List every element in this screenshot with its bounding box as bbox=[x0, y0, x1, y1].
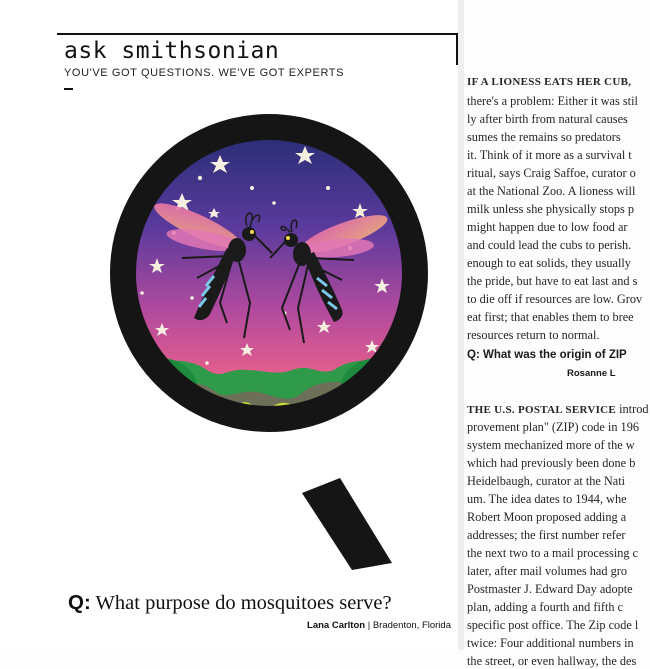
mosquito-illustration bbox=[102, 108, 436, 570]
answer2-line: um. The idea dates to 1944, whe bbox=[467, 492, 627, 506]
answer1-line: eat first; that enables them to bree bbox=[467, 310, 634, 324]
night-sky bbox=[102, 108, 436, 448]
question-prefix: Q: bbox=[68, 591, 91, 614]
answer2-line: Postmaster J. Edward Day adopte bbox=[467, 582, 633, 596]
answer1-line: milk unless she physically stops p bbox=[467, 202, 635, 216]
answer2-line: later, after mail volumes had gro bbox=[467, 564, 627, 578]
byline-separator: | bbox=[367, 620, 371, 631]
section-title: ask smithsonian bbox=[64, 38, 280, 64]
answer2-line: the next two to a mail processing c bbox=[467, 546, 639, 560]
header-dash bbox=[64, 88, 73, 90]
answer1-line: might happen due to low food ar bbox=[467, 220, 628, 234]
answer2-lead-line bbox=[467, 402, 649, 417]
answer2-lead: THE U.S. POSTAL SERVICE bbox=[467, 404, 617, 416]
answer2-lead-rest: introd bbox=[616, 402, 649, 416]
answer1-line: sumes the remains so predators bbox=[467, 130, 621, 144]
answer2-line: system mechanized more of the w bbox=[467, 438, 635, 452]
answer1-line: to die off if resources are low. Grov bbox=[467, 292, 643, 306]
answer1-line: ritual, says Craig Saffoe, curator o bbox=[467, 166, 636, 180]
answer2-line: specific post office. The Zip code l bbox=[467, 618, 639, 632]
question-heading bbox=[68, 591, 392, 615]
answer1-line: ly after birth from natural causes bbox=[467, 112, 628, 126]
header-rule-top bbox=[57, 33, 458, 35]
answer1-line: resources return to normal. bbox=[467, 328, 600, 342]
answer2-line: the street, or even hallway, the des bbox=[467, 654, 637, 668]
answer-column bbox=[467, 76, 650, 668]
answer1-line: and could lead the cubs to perish. bbox=[467, 238, 632, 252]
answer1-line: the pride, but have to eat last and s bbox=[467, 274, 638, 288]
question-text: What purpose do mosquitoes serve? bbox=[95, 592, 392, 614]
answer2-line: Robert Moon proposed adding a bbox=[467, 510, 627, 524]
byline-location: Bradenton, Florida bbox=[372, 620, 451, 631]
section-subtitle: YOU'VE GOT QUESTIONS. WE'VE GOT EXPERTS bbox=[64, 67, 345, 79]
answer2-line: provement plan" (ZIP) code in 196 bbox=[467, 420, 640, 434]
answer1-line: enough to eat solids, they usually bbox=[467, 256, 631, 270]
answer2-line: which had previously been done b bbox=[467, 456, 636, 470]
answer2-line: twice: Four additional numbers in bbox=[467, 636, 634, 650]
byline-author: Lana Carlton bbox=[307, 620, 366, 631]
question-byline bbox=[307, 620, 451, 631]
answer1-line: it. Think of it more as a survival t bbox=[467, 148, 632, 162]
answer1-lead: IF A LIONESS EATS HER CUB, bbox=[467, 76, 632, 88]
answer2-line: Heidelbaugh, curator at the Nati bbox=[467, 474, 626, 488]
question2-author: Rosanne L bbox=[567, 368, 616, 379]
question2-heading: Q: What was the origin of ZIP bbox=[467, 349, 627, 361]
answer1-line: at the National Zoo. A lioness will bbox=[467, 184, 636, 198]
answer1-line: there's a problem: Either it was stil bbox=[467, 94, 638, 108]
page-gutter bbox=[458, 0, 464, 650]
answer2-line: plan, adding a fourth and fifth c bbox=[467, 600, 624, 614]
header-rule-right bbox=[456, 33, 458, 65]
q-tail bbox=[302, 478, 392, 570]
answer2-line: addresses; the first number refer bbox=[467, 528, 626, 542]
